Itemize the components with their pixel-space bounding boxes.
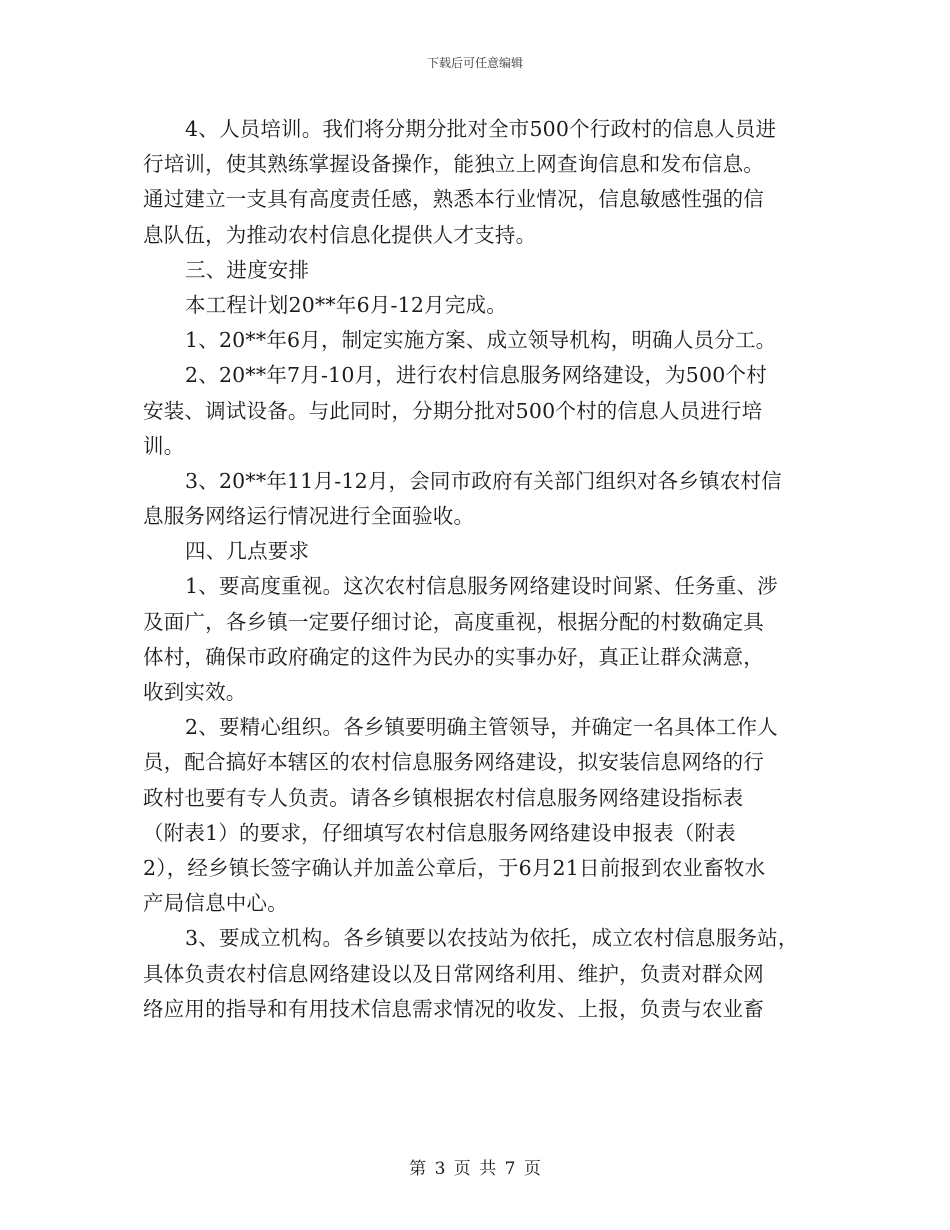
body-line: 产局信息中心。 (143, 891, 288, 916)
body-line: （附表1）的要求，仔细填写农村信息服务网络建设申报表（附表 (143, 820, 736, 845)
body-line: 络应用的指导和有用技术信息需求情况的收发、上报，负责与农业畜 (143, 996, 764, 1021)
body-line: 具体负责农村信息网络建设以及日常网络利用、维护，负责对群众网 (143, 961, 764, 986)
body-line: 2、20**年7月-10月，进行农村信息服务网络建设，为500个村 (185, 363, 767, 388)
body-line: 及面广，各乡镇一定要仔细讨论，高度重视，根据分配的村数确定具 (143, 609, 764, 634)
body-line: 政村也要有专人负责。请各乡镇根据农村信息服务网络建设指标表 (143, 785, 744, 810)
body-line: 本工程计划20**年6月-12月完成。 (185, 292, 507, 317)
body-line: 4、人员培训。我们将分期分批对全市500个行政村的信息人员进 (185, 117, 777, 141)
body-line: 训。 (143, 433, 185, 458)
body-line: 体村，确保市政府确定的这件为民办的实事办好，真正让群众满意， (143, 644, 764, 669)
page-number: 第 3 页 共 7 页 (409, 1159, 541, 1179)
section-heading: 四、几点要求 (185, 539, 310, 564)
body-line: 息队伍，为推动农村信息化提供人才支持。 (143, 222, 537, 247)
body-line: 收到实效。 (143, 680, 247, 704)
section-heading: 三、进度安排 (185, 257, 310, 282)
body-line: 1、20**年6月，制定实施方案、成立领导机构，明确人员分工。 (185, 328, 777, 353)
body-line: 安装、调试设备。与此同时，分期分批对500个村的信息人员进行培 (143, 398, 763, 423)
body-line: 2），经乡镇长签字确认并加盖公章后，于6月21日前报到农业畜牧水 (143, 855, 766, 880)
body-line: 员，配合搞好本辖区的农村信息服务网络建设，拟安装信息网络的行 (143, 750, 764, 775)
body-line: 1、要高度重视。这次农村信息服务网络建设时间紧、任务重、涉 (185, 574, 778, 599)
body-line: 3、要成立机构。各乡镇要以农技站为依托，成立农村信息服务站， (185, 926, 799, 951)
body-line: 2、要精心组织。各乡镇要明确主管领导，并确定一名具体工作人 (185, 715, 778, 740)
document-body (143, 112, 807, 1027)
page-header: 下载后可任意编辑 (426, 56, 523, 70)
body-line: 3、20**年11月-12月，会同市政府有关部门组织对各乡镇农村信 (185, 468, 782, 493)
body-line: 息服务网络运行情况进行全面验收。 (143, 504, 475, 529)
body-line: 通过建立一支具有高度责任感，熟悉本行业情况，信息敏感性强的信 (143, 187, 764, 212)
body-line: 行培训，使其熟练掌握设备操作，能独立上网查询信息和发布信息。 (143, 152, 764, 177)
